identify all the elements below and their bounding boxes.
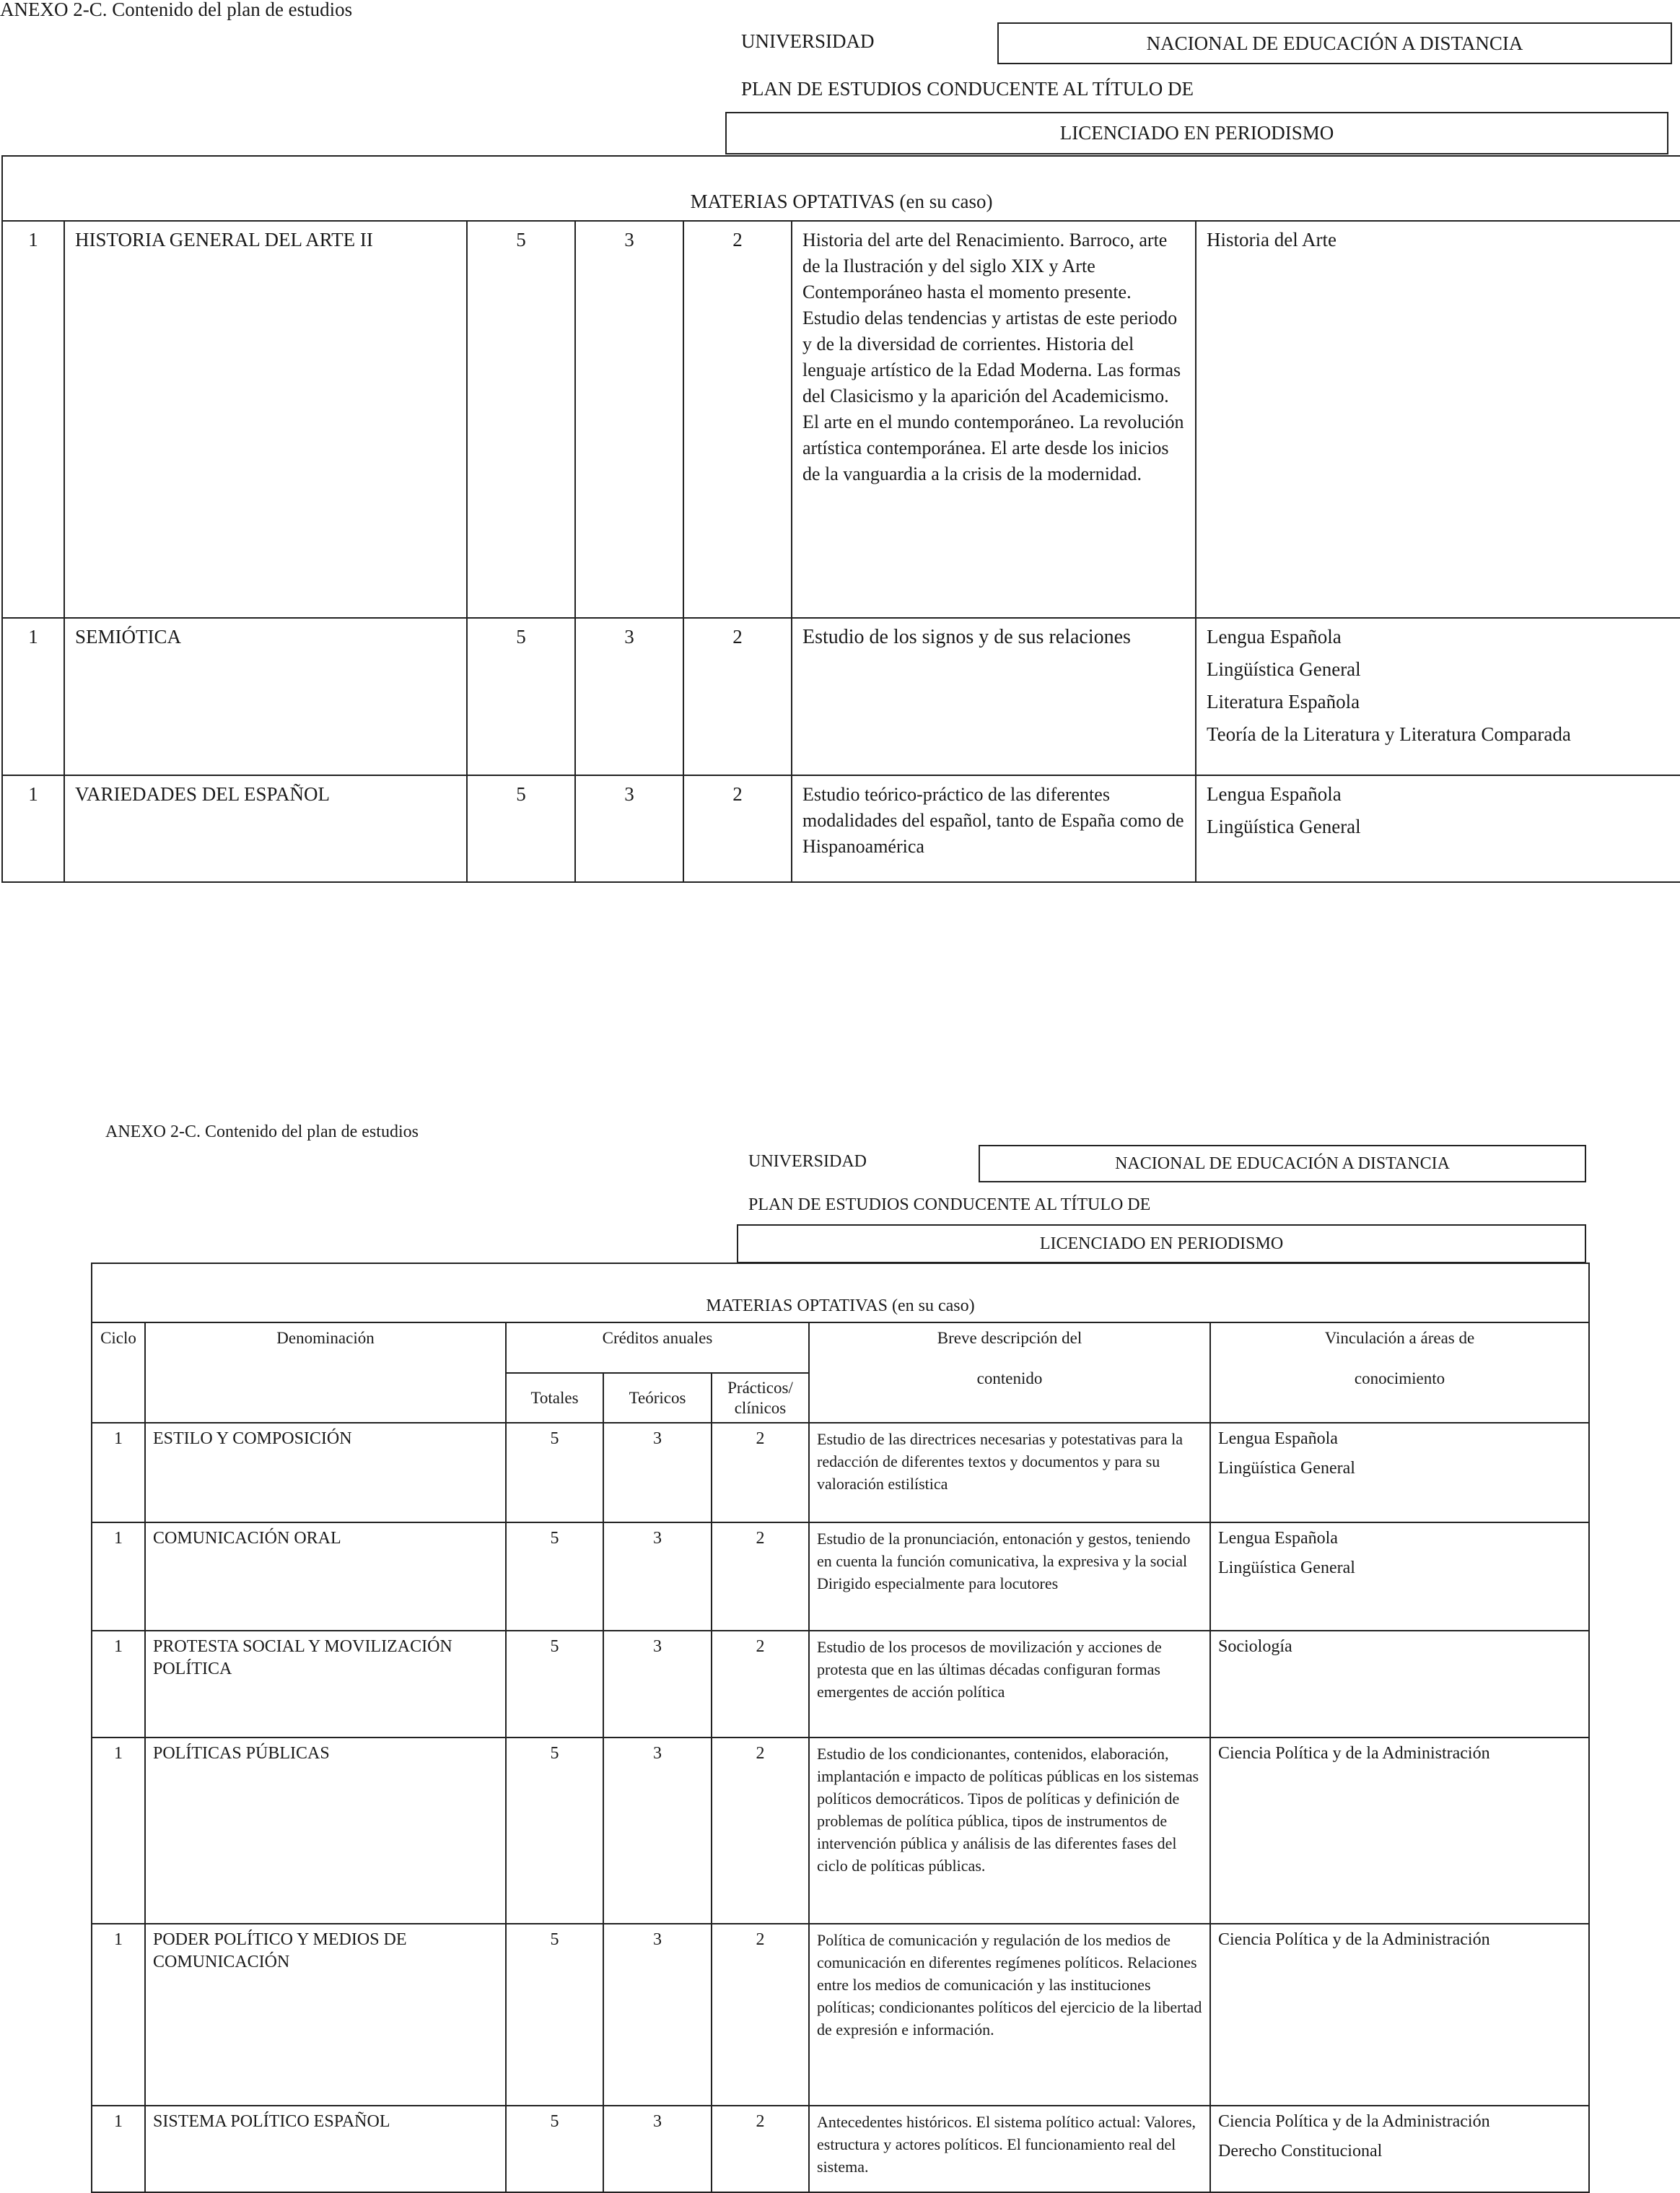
ciclo-cell: 1 bbox=[2, 221, 64, 618]
header-vinculacion-line1: Vinculación a áreas de bbox=[1324, 1329, 1475, 1347]
ciclo-cell: 1 bbox=[92, 1522, 145, 1631]
header-vinculacion bbox=[1210, 1322, 1589, 1423]
teoricos-cell: 3 bbox=[575, 618, 683, 775]
teoricos-cell: 3 bbox=[575, 221, 683, 618]
denominacion-cell: ESTILO Y COMPOSICIÓN bbox=[145, 1423, 506, 1522]
areas-cell bbox=[1196, 618, 1680, 775]
header-totales: Totales bbox=[506, 1373, 603, 1423]
universidad-value: NACIONAL DE EDUCACIÓN A DISTANCIA bbox=[1146, 32, 1523, 54]
header-descripcion-line1: Breve descripción del bbox=[937, 1329, 1082, 1347]
table-row bbox=[92, 2106, 1589, 2192]
teoricos-cell: 3 bbox=[603, 1924, 712, 2106]
denominacion-cell: VARIEDADES DEL ESPAÑOL bbox=[64, 775, 467, 882]
ciclo-cell: 1 bbox=[92, 1631, 145, 1738]
section-title: MATERIAS OPTATIVAS (en su caso) bbox=[92, 1263, 1589, 1322]
area-item: Lengua Española bbox=[1218, 1529, 1338, 1548]
descripcion-cell: Historia del arte del Renacimiento. Barroco, arte de la Ilustración y del siglo XIX y Arte Contemporáneo hasta el momento presente. Estudio delas tendencias y artistas de este periodo y de la diversidad de corrientes. Historia del lenguaje artístico de la Edad Moderna. Las formas del Clasicismo y la aparición del Academicismo. El arte en el mundo contemporáneo. La revolución artística contemporánea. El arte desde los inicios de la vanguardia a la crisis de la modernidad. bbox=[792, 221, 1196, 618]
denominacion-cell: SISTEMA POLÍTICO ESPAÑOL bbox=[145, 2106, 506, 2192]
practicos-cell: 2 bbox=[712, 2106, 809, 2192]
practicos-cell: 2 bbox=[683, 618, 792, 775]
descripcion-cell: Estudio teórico-práctico de las diferentes modalidades del español, tanto de España como de Hispanoamérica bbox=[792, 775, 1196, 882]
area-item: Lengua Española bbox=[1207, 626, 1342, 648]
denominacion-cell: PROTESTA SOCIAL Y MOVILIZACIÓN POLÍTICA bbox=[145, 1631, 506, 1738]
areas-cell bbox=[1210, 1423, 1589, 1522]
descripcion-cell: Antecedentes históricos. El sistema político actual: Valores, estructura y actores políticos. El funcionamiento real del sistema. bbox=[809, 2106, 1210, 2192]
header-row bbox=[92, 1322, 1589, 1373]
area-item: Historia del Arte bbox=[1207, 229, 1336, 250]
universidad-label: UNIVERSIDAD bbox=[741, 30, 875, 52]
totales-cell: 5 bbox=[506, 1738, 603, 1924]
area-item: Sociología bbox=[1218, 1637, 1292, 1657]
section-title-row bbox=[92, 1263, 1589, 1322]
totales-cell: 5 bbox=[467, 221, 575, 618]
totales-cell: 5 bbox=[467, 775, 575, 882]
descripcion-cell: Estudio de las directrices necesarias y potestativas para la redacción de diferentes textos y documentos y para su valoración estilística bbox=[809, 1423, 1210, 1522]
section-title-row bbox=[2, 156, 1680, 221]
materias-table-1 bbox=[1, 155, 1680, 883]
areas-cell bbox=[1210, 2106, 1589, 2192]
teoricos-cell: 3 bbox=[603, 1423, 712, 1522]
plan-label: PLAN DE ESTUDIOS CONDUCENTE AL TÍTULO DE bbox=[748, 1195, 1151, 1214]
ciclo-cell: 1 bbox=[92, 1924, 145, 2106]
universidad-value: NACIONAL DE EDUCACIÓN A DISTANCIA bbox=[1115, 1154, 1450, 1173]
denominacion-cell: HISTORIA GENERAL DEL ARTE II bbox=[64, 221, 467, 618]
descripcion-cell: Estudio de los signos y de sus relaciones bbox=[792, 618, 1196, 775]
table-row bbox=[92, 1522, 1589, 1631]
plan-label: PLAN DE ESTUDIOS CONDUCENTE AL TÍTULO DE bbox=[741, 78, 1194, 100]
area-item: Lingüística General bbox=[1207, 816, 1361, 838]
areas-cell bbox=[1210, 1631, 1589, 1738]
area-item: Ciencia Política y de la Administración bbox=[1218, 1744, 1490, 1763]
table-row bbox=[2, 221, 1680, 618]
teoricos-cell: 3 bbox=[575, 775, 683, 882]
ciclo-cell: 1 bbox=[92, 2106, 145, 2192]
practicos-cell: 2 bbox=[712, 1423, 809, 1522]
header-ciclo: Ciclo bbox=[92, 1322, 145, 1423]
header-teoricos: Teóricos bbox=[603, 1373, 712, 1423]
areas-cell bbox=[1210, 1522, 1589, 1631]
practicos-cell: 2 bbox=[712, 1738, 809, 1924]
annex-title: ANEXO 2-C. Contenido del plan de estudios bbox=[105, 1122, 419, 1141]
header-descripcion bbox=[809, 1322, 1210, 1423]
titulo-box bbox=[737, 1224, 1586, 1263]
denominacion-cell: SEMIÓTICA bbox=[64, 618, 467, 775]
denominacion-cell: PODER POLÍTICO Y MEDIOS DE COMUNICACIÓN bbox=[145, 1924, 506, 2106]
ciclo-cell: 1 bbox=[2, 618, 64, 775]
denominacion-cell: COMUNICACIÓN ORAL bbox=[145, 1522, 506, 1631]
header-creditos: Créditos anuales bbox=[506, 1322, 809, 1373]
teoricos-cell: 3 bbox=[603, 1631, 712, 1738]
descripcion-extra: Dirigido especialmente para locutores bbox=[817, 1574, 1059, 1593]
ciclo-cell: 1 bbox=[92, 1738, 145, 1924]
descripcion-text: Estudio de la pronunciación, entonación y gestos, teniendo en cuenta la función comunicativa, la expresiva y la social bbox=[817, 1530, 1191, 1571]
descripcion-cell: Estudio de los procesos de movilización y acciones de protesta que en las últimas décadas configuran formas emergentes de acción política bbox=[809, 1631, 1210, 1738]
descripcion-cell: Estudio de los condicionantes, contenidos, elaboración, implantación e impacto de políticas públicas en los sistemas políticos democráticos. Tipos de políticas y definición de problemas de política pública, tipos de instrumentos de intervención pública y análisis de las diferentes fases del ciclo de políticas públicas. bbox=[809, 1738, 1210, 1924]
area-item: Lingüística General bbox=[1207, 658, 1361, 681]
header-descripcion-line2: contenido bbox=[976, 1369, 1043, 1387]
area-item: Lingüística General bbox=[1218, 1459, 1355, 1478]
descripcion-cell: Política de comunicación y regulación de los medios de comunicación en diferentes regímenes políticos. Relaciones entre los medios de comunicación y las instituciones políticas; condicionantes políticos del ejercicio de la libertad de expresión e información. bbox=[809, 1924, 1210, 2106]
materias-table-2 bbox=[91, 1263, 1590, 2193]
header-denominacion: Denominación bbox=[145, 1322, 506, 1423]
universidad-box bbox=[997, 22, 1672, 64]
practicos-cell: 2 bbox=[712, 1924, 809, 2106]
practicos-cell: 2 bbox=[712, 1631, 809, 1738]
table-row bbox=[92, 1924, 1589, 2106]
section-title: MATERIAS OPTATIVAS (en su caso) bbox=[2, 156, 1680, 221]
totales-cell: 5 bbox=[506, 1924, 603, 2106]
totales-cell: 5 bbox=[506, 2106, 603, 2192]
area-item: Lengua Española bbox=[1218, 1429, 1338, 1449]
titulo-value: LICENCIADO EN PERIODISMO bbox=[1059, 122, 1334, 144]
ciclo-cell: 1 bbox=[92, 1423, 145, 1522]
descripcion-cell bbox=[809, 1522, 1210, 1631]
table-row bbox=[92, 1423, 1589, 1522]
areas-cell bbox=[1196, 775, 1680, 882]
area-item: Teoría de la Literatura y Literatura Comparada bbox=[1207, 723, 1571, 746]
table-row bbox=[2, 618, 1680, 775]
area-item: Ciencia Política y de la Administración bbox=[1218, 2112, 1490, 2132]
table-row bbox=[2, 775, 1680, 882]
practicos-cell: 2 bbox=[683, 775, 792, 882]
ciclo-cell: 1 bbox=[2, 775, 64, 882]
totales-cell: 5 bbox=[506, 1522, 603, 1631]
header-practicos: Prácticos/ clínicos bbox=[712, 1373, 809, 1423]
header-vinculacion-line2: conocimiento bbox=[1354, 1369, 1445, 1387]
practicos-cell: 2 bbox=[712, 1522, 809, 1631]
areas-cell bbox=[1210, 1924, 1589, 2106]
totales-cell: 5 bbox=[467, 618, 575, 775]
table-row bbox=[92, 1738, 1589, 1924]
area-item: Lengua Española bbox=[1207, 783, 1342, 805]
practicos-cell: 2 bbox=[683, 221, 792, 618]
area-item: Lingüística General bbox=[1218, 1558, 1355, 1578]
areas-cell bbox=[1210, 1738, 1589, 1924]
titulo-box bbox=[725, 112, 1668, 154]
universidad-label: UNIVERSIDAD bbox=[748, 1152, 867, 1171]
totales-cell: 5 bbox=[506, 1423, 603, 1522]
universidad-box bbox=[979, 1145, 1586, 1182]
denominacion-cell: POLÍTICAS PÚBLICAS bbox=[145, 1738, 506, 1924]
annex-title: ANEXO 2-C. Contenido del plan de estudios bbox=[0, 0, 353, 20]
area-item: Derecho Constitucional bbox=[1218, 2142, 1383, 2161]
area-item: Ciencia Política y de la Administración bbox=[1218, 1930, 1490, 1950]
table-row bbox=[92, 1631, 1589, 1738]
titulo-value: LICENCIADO EN PERIODISMO bbox=[1039, 1234, 1284, 1253]
teoricos-cell: 3 bbox=[603, 1738, 712, 1924]
area-item: Literatura Española bbox=[1207, 691, 1360, 713]
totales-cell: 5 bbox=[506, 1631, 603, 1738]
teoricos-cell: 3 bbox=[603, 1522, 712, 1631]
areas-cell bbox=[1196, 221, 1680, 618]
teoricos-cell: 3 bbox=[603, 2106, 712, 2192]
